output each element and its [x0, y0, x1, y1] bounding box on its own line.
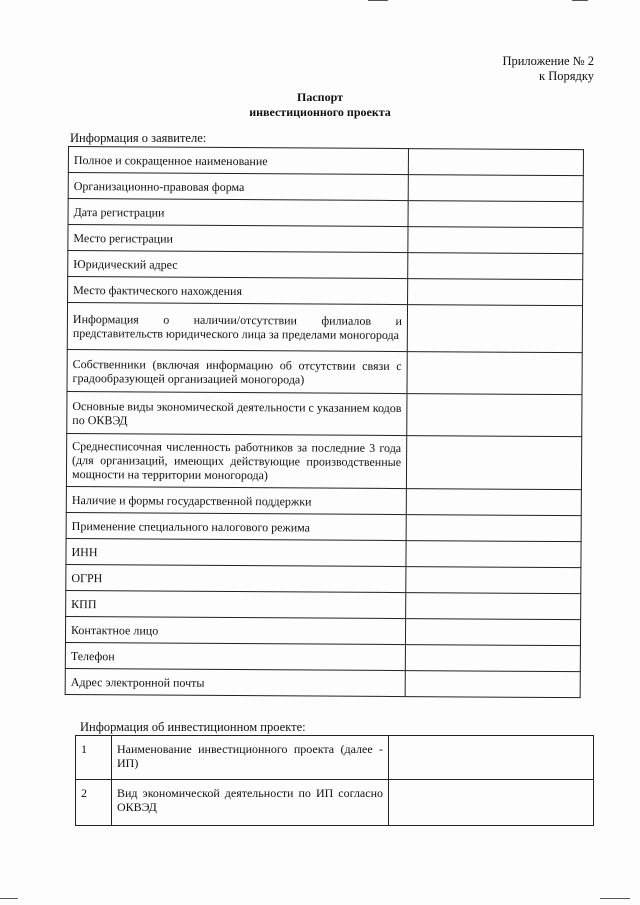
- project-row-number: 1: [76, 736, 112, 780]
- applicant-row-value-cell[interactable]: [407, 352, 582, 395]
- applicant-row-label: Контактное лицо: [65, 616, 405, 644]
- applicant-row-label: Среднесписочная численность работников за последние 3 года (для организаций, имеющих действующие производственные мощности на территории моногорода): [66, 433, 406, 488]
- applicant-row-value-cell[interactable]: [408, 149, 583, 176]
- applicant-row-value-cell[interactable]: [408, 279, 583, 306]
- applicant-row: [68, 277, 583, 306]
- scan-mark-top-right: [572, 0, 588, 1]
- scan-mark-top: [368, 0, 388, 1]
- applicant-row-value-cell[interactable]: [405, 619, 580, 646]
- applicant-row-label: Информация о наличии/отсутствии филиалов и представительств юридического лица за пределами моногорода: [67, 303, 407, 352]
- applicant-row-label: Адрес электронной почты: [65, 668, 405, 696]
- applicant-row-label: КПП: [66, 590, 406, 618]
- applicant-row-label: Место регистрации: [68, 225, 408, 253]
- title-line1: Паспорт: [297, 90, 343, 104]
- project-row-value-cell[interactable]: [389, 736, 594, 780]
- applicant-row: [67, 303, 582, 353]
- applicant-row: [66, 512, 581, 541]
- applicant-row-value-cell[interactable]: [406, 515, 581, 542]
- applicant-section-caption: Информация о заявителе:: [70, 131, 207, 145]
- project-row: [76, 736, 594, 780]
- applicant-row: [66, 433, 581, 489]
- applicant-row-value-cell[interactable]: [407, 394, 582, 437]
- applicant-info-table: [65, 146, 584, 698]
- project-row-label: Наименование инвестиционного проекта (далее - ИП): [112, 736, 389, 780]
- applicant-row-value-cell[interactable]: [408, 175, 583, 202]
- applicant-row-label: Телефон: [65, 642, 405, 670]
- applicant-row-label: Применение специального налогового режима: [66, 512, 406, 540]
- applicant-row: [65, 642, 580, 671]
- project-info-table: [75, 735, 594, 826]
- scan-mark-bottom-left: [0, 898, 18, 899]
- applicant-row-label: Дата регистрации: [68, 199, 408, 227]
- applicant-row: [68, 147, 583, 176]
- applicant-row-label: ИНН: [66, 538, 406, 566]
- applicant-row-value-cell[interactable]: [408, 253, 583, 280]
- applicant-row: [66, 538, 581, 567]
- applicant-row: [66, 486, 581, 515]
- project-row-number: 2: [76, 780, 112, 826]
- applicant-row: [66, 564, 581, 593]
- applicant-row: [65, 668, 580, 697]
- applicant-row-label: Основные виды экономической деятельности с указанием кодов по ОКВЭД: [67, 391, 407, 435]
- applicant-row-value-cell[interactable]: [406, 489, 581, 516]
- applicant-row-label: Место фактического нахождения: [68, 277, 408, 305]
- project-row-value-cell[interactable]: [389, 780, 594, 826]
- applicant-row: [67, 391, 582, 436]
- applicant-row: [68, 251, 583, 280]
- applicant-row-value-cell[interactable]: [406, 593, 581, 620]
- applicant-row-label: Юридический адрес: [68, 251, 408, 279]
- applicant-row-value-cell[interactable]: [405, 671, 580, 698]
- applicant-row: [66, 590, 581, 619]
- applicant-row-value-cell[interactable]: [406, 436, 581, 490]
- applicant-row-label: ОГРН: [66, 564, 406, 592]
- applicant-row-label: Полное и сокращенное наименование: [68, 147, 408, 175]
- applicant-row: [67, 349, 582, 394]
- document-title: [0, 90, 640, 120]
- appendix-line2: к Порядку: [539, 69, 594, 83]
- applicant-row-value-cell[interactable]: [406, 541, 581, 568]
- applicant-row: [68, 225, 583, 254]
- applicant-row-label: Наличие и формы государственной поддержки: [66, 486, 406, 514]
- applicant-row-value-cell[interactable]: [408, 201, 583, 228]
- applicant-row: [68, 173, 583, 202]
- applicant-row-value-cell[interactable]: [407, 305, 582, 353]
- applicant-row-value-cell[interactable]: [406, 567, 581, 594]
- applicant-row-label: Организационно-правовая форма: [68, 173, 408, 201]
- applicant-row-label: Собственники (включая информацию об отсутствии связи с градообразующей организацией моногорода): [67, 349, 407, 393]
- project-row: [76, 780, 594, 826]
- project-section-caption: Информация об инвестиционном проекте:: [80, 720, 306, 734]
- title-line2: инвестиционного проекта: [249, 105, 391, 119]
- scan-mark-bottom-right: [600, 898, 630, 899]
- appendix-line1: Приложение № 2: [502, 54, 594, 68]
- applicant-row-value-cell[interactable]: [408, 227, 583, 254]
- applicant-row: [65, 616, 580, 645]
- applicant-row: [68, 199, 583, 228]
- appendix-header: [502, 54, 594, 84]
- project-row-label: Вид экономической деятельности по ИП согласно ОКВЭД: [112, 780, 389, 826]
- applicant-row-value-cell[interactable]: [405, 645, 580, 672]
